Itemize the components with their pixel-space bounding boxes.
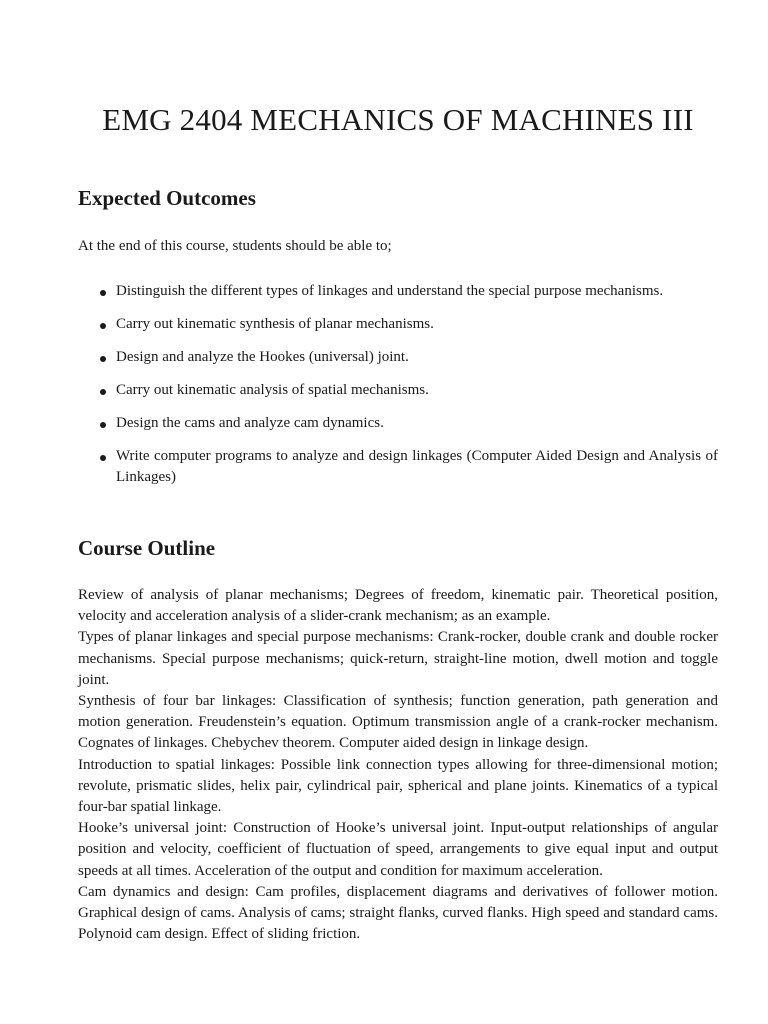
expected-outcomes-intro: At the end of this course, students should be able to; — [78, 238, 392, 254]
outcome-item — [78, 281, 718, 302]
outcome-text: Design the cams and analyze cam dynamics. — [116, 415, 384, 431]
bullet-icon — [100, 455, 106, 461]
outcome-text: Carry out kinematic analysis of spatial mechanisms. — [116, 382, 429, 398]
outline-paragraph: Hooke’s universal joint: Construction of Hooke’s universal joint. Input-output relationships of angular position and velocity, coefficient of fluctuation of speed, arrangements to give equal input and output speeds at all times. Acceleration of the output and condition for maximum acceleration. — [78, 820, 718, 879]
outline-paragraph: Introduction to spatial linkages: Possible link connection types allowing for three-dimensional motion; revolute, prismatic slides, helix pair, cylindrical pair, spherical and plane joints. Kinematics of a typical four-bar spatial linkage. — [78, 756, 718, 816]
outline-paragraph: Types of planar linkages and special purpose mechanisms: Crank-rocker, double crank and double rocker mechanisms. Special purpose mechanisms; quick-return, straight-line motion, dwell motion and toggle joint. — [78, 629, 718, 688]
bullet-icon — [100, 323, 106, 329]
outcome-item — [78, 446, 718, 488]
outcome-item — [78, 413, 718, 434]
outcome-text: Distinguish the different types of linkages and understand the special purpose mechanisms. — [116, 283, 664, 299]
bullet-icon — [100, 356, 106, 362]
bullet-icon — [100, 422, 106, 428]
course-outline-heading: Course Outline — [78, 536, 216, 560]
outline-paragraph: Synthesis of four bar linkages: Classification of synthesis; function generation, path generation and motion generation. Freudenstein’s equation. Optimum transmission angle of a crank-rocker mechanism. Cognates of linkages. Chebychev theorem. Computer aided design in linkage design. — [78, 693, 718, 752]
expected-outcomes-heading: Expected Outcomes — [78, 186, 256, 210]
document-title: EMG 2404 MECHANICS OF MACHINES III — [102, 102, 694, 137]
outline-paragraph: Review of analysis of planar mechanisms; Degrees of freedom, kinematic pair. Theoretical position, velocity and acceleration analysis of a slider-crank mechanism; as an example. — [78, 587, 718, 625]
outcome-text: Write computer programs to analyze and design linkages (Computer Aided Design and Analysis of Linkages) — [116, 448, 718, 485]
outcome-item — [78, 347, 718, 368]
bullet-icon — [100, 389, 106, 395]
outcome-text: Carry out kinematic synthesis of planar mechanisms. — [116, 316, 434, 332]
outcome-item — [78, 380, 718, 401]
outline-paragraph: Cam dynamics and design: Cam profiles, displacement diagrams and derivatives of follower motion. Graphical design of cams. Analysis of cams; straight flanks, curved flanks. High speed and standard cams. Polynoid cam design. Effect of sliding friction. — [78, 883, 718, 943]
expected-outcomes-list — [78, 281, 718, 500]
outcome-item — [78, 314, 718, 335]
outcome-text: Design and analyze the Hookes (universal) joint. — [116, 349, 409, 365]
bullet-icon — [100, 290, 106, 296]
course-outline-body — [78, 585, 718, 945]
